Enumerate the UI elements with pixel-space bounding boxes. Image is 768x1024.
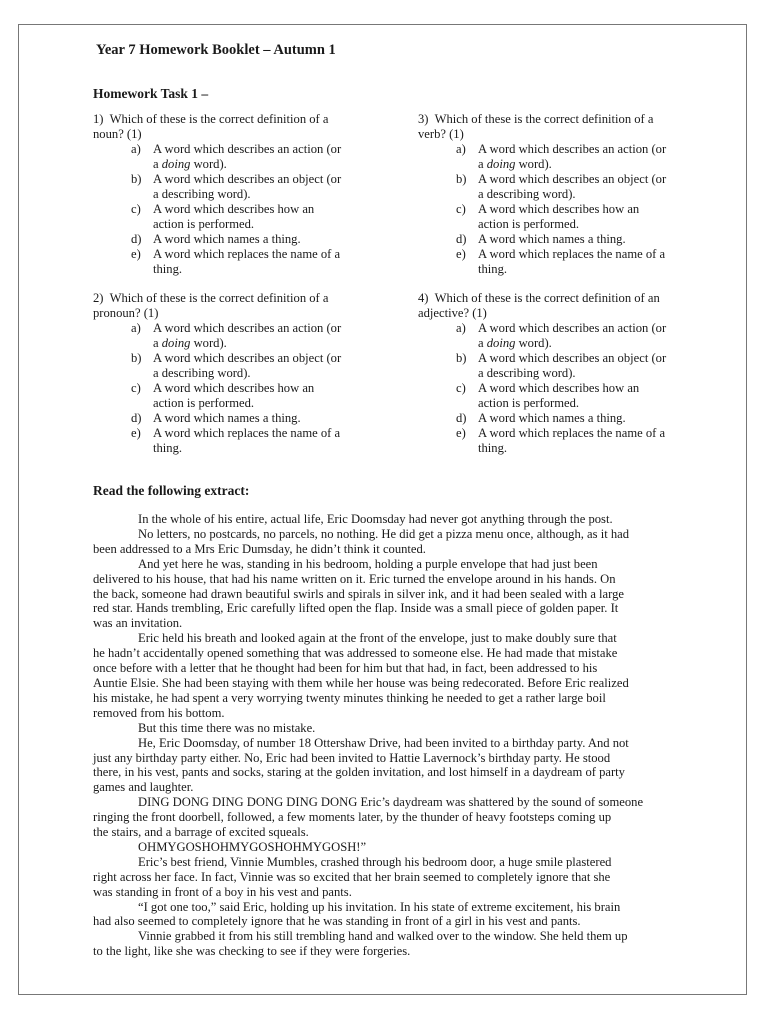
question-text — [93, 291, 393, 321]
question-line: Which of these is the correct definition of an — [434, 291, 660, 305]
option-letter: c) — [456, 381, 466, 395]
extract-line: “I got one too,” said Eric, holding up his invitation. In his state of extreme excitement, his brain — [138, 899, 621, 914]
answer-option — [93, 351, 393, 381]
option-text: a describing word). — [478, 187, 576, 201]
extract-line: been addressed to a Mrs Eric Dumsday, he didn’t think it counted. — [93, 541, 426, 556]
answer-option — [418, 381, 718, 411]
extract-paragraph — [93, 900, 695, 930]
extract-line: the stairs, and a barrage of excited squeals. — [93, 825, 309, 840]
question-number: 3) — [418, 112, 429, 126]
question-line: adjective? (1) — [418, 306, 487, 320]
extract-paragraph — [93, 512, 695, 527]
option-text: word). — [515, 336, 552, 350]
answer-option — [93, 232, 393, 247]
extract-line: OHMYGOSHOHMYGOSHOHMYGOSH!” — [138, 839, 367, 854]
answer-option — [418, 232, 718, 247]
option-text: A word which describes how an — [478, 202, 640, 216]
extract-paragraph — [93, 721, 695, 736]
option-text: thing. — [478, 441, 508, 455]
option-letter: c) — [131, 202, 141, 216]
option-letter: d) — [456, 411, 467, 425]
option-letter: c) — [456, 202, 466, 216]
extract-line: Eric’s best friend, Vinnie Mumbles, crashed through his bedroom door, a huge smile plastered — [138, 854, 612, 869]
extract-paragraph — [93, 736, 695, 796]
answer-option — [418, 202, 718, 232]
option-letter: a) — [131, 321, 141, 335]
option-text: A word which describes an action (or — [478, 142, 667, 156]
extract-line: delivered to his house, that had his name written on it. Eric turned the envelope around in his hands. On — [93, 571, 616, 586]
extract-line: he hadn’t accidentally opened something that was addressed to someone else. He had made that mistake — [93, 646, 618, 661]
option-text: action is performed. — [478, 217, 580, 231]
option-text: action is performed. — [478, 396, 580, 410]
question-q2 — [93, 291, 393, 456]
extract-line: Eric held his breath and looked again at the front of the envelope, just to make doubly sure that — [138, 631, 617, 646]
answer-option — [93, 172, 393, 202]
answer-options — [418, 142, 718, 277]
task-heading: Homework Task 1 – — [93, 86, 209, 101]
option-letter: d) — [456, 232, 467, 246]
question-q4 — [418, 291, 718, 456]
emphasis-text: doing — [486, 336, 516, 350]
option-text: a — [478, 336, 487, 350]
extract-line: the back, someone had drawn beautiful swirls and spirals in silver ink, and it had been sealed with a large — [93, 586, 625, 601]
question-line: pronoun? (1) — [93, 306, 159, 320]
question-number: 4) — [418, 291, 429, 305]
extract-text — [93, 512, 695, 959]
option-text: a describing word). — [153, 366, 251, 380]
question-line: verb? (1) — [418, 127, 464, 141]
option-letter: e) — [456, 426, 466, 440]
question-text — [93, 112, 393, 142]
question-line: Which of these is the correct definition of a — [109, 112, 329, 126]
option-text: A word which replaces the name of a — [478, 426, 666, 440]
answer-option — [418, 247, 718, 277]
emphasis-text: doing — [486, 157, 516, 171]
option-text: thing. — [153, 262, 183, 276]
extract-paragraph — [93, 631, 695, 720]
option-text: A word which describes how an — [478, 381, 640, 395]
extract-line: ringing the front doorbell, followed, a few moments later, by the thunder of heavy footsteps coming up — [93, 810, 612, 825]
extract-line: DING DONG DING DONG DING DONG Eric’s daydream was shattered by the sound of someone — [138, 795, 644, 810]
answer-option — [93, 142, 393, 172]
question-line: noun? (1) — [93, 127, 142, 141]
extract-line: right across her face. In fact, Vinnie was so excited that her brain seemed to completely ignore that she — [93, 869, 611, 884]
question-text — [418, 112, 718, 142]
question-line: Which of these is the correct definition of a — [434, 112, 654, 126]
option-text: A word which describes an object (or — [153, 172, 342, 186]
answer-option — [418, 426, 718, 456]
extract-line: And yet here he was, standing in his bedroom, holding a purple envelope that had just been — [138, 556, 598, 571]
option-text: A word which names a thing. — [153, 411, 301, 425]
question-text — [418, 291, 718, 321]
answer-option — [418, 351, 718, 381]
answer-option — [93, 381, 393, 411]
extract-line: He, Eric Doomsday, of number 18 Ottershaw Drive, had been invited to a birthday party. And not — [138, 735, 629, 750]
answer-options — [418, 321, 718, 456]
option-letter: e) — [131, 247, 141, 261]
option-text: A word which replaces the name of a — [153, 247, 341, 261]
option-text: A word which describes an action (or — [478, 321, 667, 335]
option-letter: e) — [131, 426, 141, 440]
option-text: word). — [515, 157, 552, 171]
option-text: A word which describes an action (or — [153, 321, 342, 335]
option-text: A word which describes an object (or — [478, 351, 667, 365]
option-text: A word which describes an action (or — [153, 142, 342, 156]
extract-line: once before with a letter that he thought had been for him but that had, in fact, been addressed to his — [93, 661, 598, 676]
option-text: a — [153, 157, 162, 171]
answer-option — [418, 411, 718, 426]
option-text: thing. — [478, 262, 508, 276]
option-letter: d) — [131, 232, 142, 246]
extract-paragraph — [93, 557, 695, 632]
answer-options — [93, 142, 393, 277]
option-text: A word which replaces the name of a — [478, 247, 666, 261]
answer-option — [93, 202, 393, 232]
extract-paragraph — [93, 855, 695, 900]
emphasis-text: doing — [161, 336, 191, 350]
booklet-title: Year 7 Homework Booklet – Autumn 1 — [96, 42, 336, 58]
option-text: a — [478, 157, 487, 171]
option-text: a — [153, 336, 162, 350]
answer-option — [418, 142, 718, 172]
extract-line: was standing in front of a boy in his vest and pants. — [93, 884, 352, 899]
extract-line: removed from his bottom. — [93, 705, 225, 720]
extract-paragraph — [93, 840, 695, 855]
question-line: Which of these is the correct definition of a — [109, 291, 329, 305]
option-letter: d) — [131, 411, 142, 425]
extract-line: there, in his vest, pants and socks, staring at the golden invitation, and lost himself in a daydream of party — [93, 765, 625, 780]
extract-line: had also seemed to completely ignore that he was standing in front of a girl in his vest and pants. — [93, 914, 581, 929]
extract-paragraph — [93, 929, 695, 959]
answer-option — [93, 247, 393, 277]
option-text: A word which describes an object (or — [153, 351, 342, 365]
extract-line: Vinnie grabbed it from his still trembling hand and walked over to the window. She held them up — [138, 929, 628, 944]
extract-line: just any birthday party either. No, Eric had been invited to Hattie Lavernock’s birthday party. He stood — [93, 750, 611, 765]
option-text: A word which names a thing. — [478, 232, 626, 246]
extract-paragraph — [93, 527, 695, 557]
extract-line: games and laughter. — [93, 780, 194, 795]
option-text: A word which replaces the name of a — [153, 426, 341, 440]
option-letter: b) — [131, 172, 142, 186]
emphasis-text: doing — [161, 157, 191, 171]
question-number: 2) — [93, 291, 104, 305]
option-text: A word which describes how an — [153, 202, 315, 216]
extract-line: No letters, no postcards, no parcels, no nothing. He did get a pizza menu once, although, as it had — [138, 526, 630, 541]
answer-option — [93, 411, 393, 426]
option-text: word). — [190, 336, 227, 350]
option-letter: a) — [456, 142, 466, 156]
answer-option — [418, 172, 718, 202]
extract-line: was an invitation. — [93, 616, 183, 631]
answer-option — [93, 426, 393, 456]
question-q3 — [418, 112, 718, 277]
extract-line: to the light, like she was checking to see if they were forgeries. — [93, 944, 411, 959]
extract-line: his mistake, he had spent a very worrying twenty minutes thinking he needed to get a rather large boil — [93, 690, 606, 705]
extract-line: red star. Hands trembling, Eric carefully lifted open the flap. Inside was a small piece of golden paper. It — [93, 601, 619, 616]
extract-heading: Read the following extract: — [93, 483, 250, 498]
option-text: action is performed. — [153, 396, 255, 410]
option-letter: a) — [456, 321, 466, 335]
extract-line: Auntie Elsie. She had been staying with them while her house was being redecorated. Before Eric realized — [93, 675, 629, 690]
question-q1 — [93, 112, 393, 277]
option-text: A word which describes an object (or — [478, 172, 667, 186]
option-text: word). — [190, 157, 227, 171]
option-text: thing. — [153, 441, 183, 455]
option-letter: e) — [456, 247, 466, 261]
option-letter: b) — [456, 351, 467, 365]
answer-option — [93, 321, 393, 351]
option-text: A word which names a thing. — [478, 411, 626, 425]
question-number: 1) — [93, 112, 104, 126]
extract-paragraph — [93, 795, 695, 840]
option-text: A word which describes how an — [153, 381, 315, 395]
answer-option — [418, 321, 718, 351]
option-letter: b) — [131, 351, 142, 365]
option-letter: c) — [131, 381, 141, 395]
extract-line: But this time there was no mistake. — [138, 720, 316, 735]
option-text: action is performed. — [153, 217, 255, 231]
option-letter: a) — [131, 142, 141, 156]
option-text: a describing word). — [478, 366, 576, 380]
option-text: a describing word). — [153, 187, 251, 201]
option-letter: b) — [456, 172, 467, 186]
extract-line: In the whole of his entire, actual life, Eric Doomsday had never got anything through the post. — [138, 512, 613, 526]
answer-options — [93, 321, 393, 456]
option-text: A word which names a thing. — [153, 232, 301, 246]
